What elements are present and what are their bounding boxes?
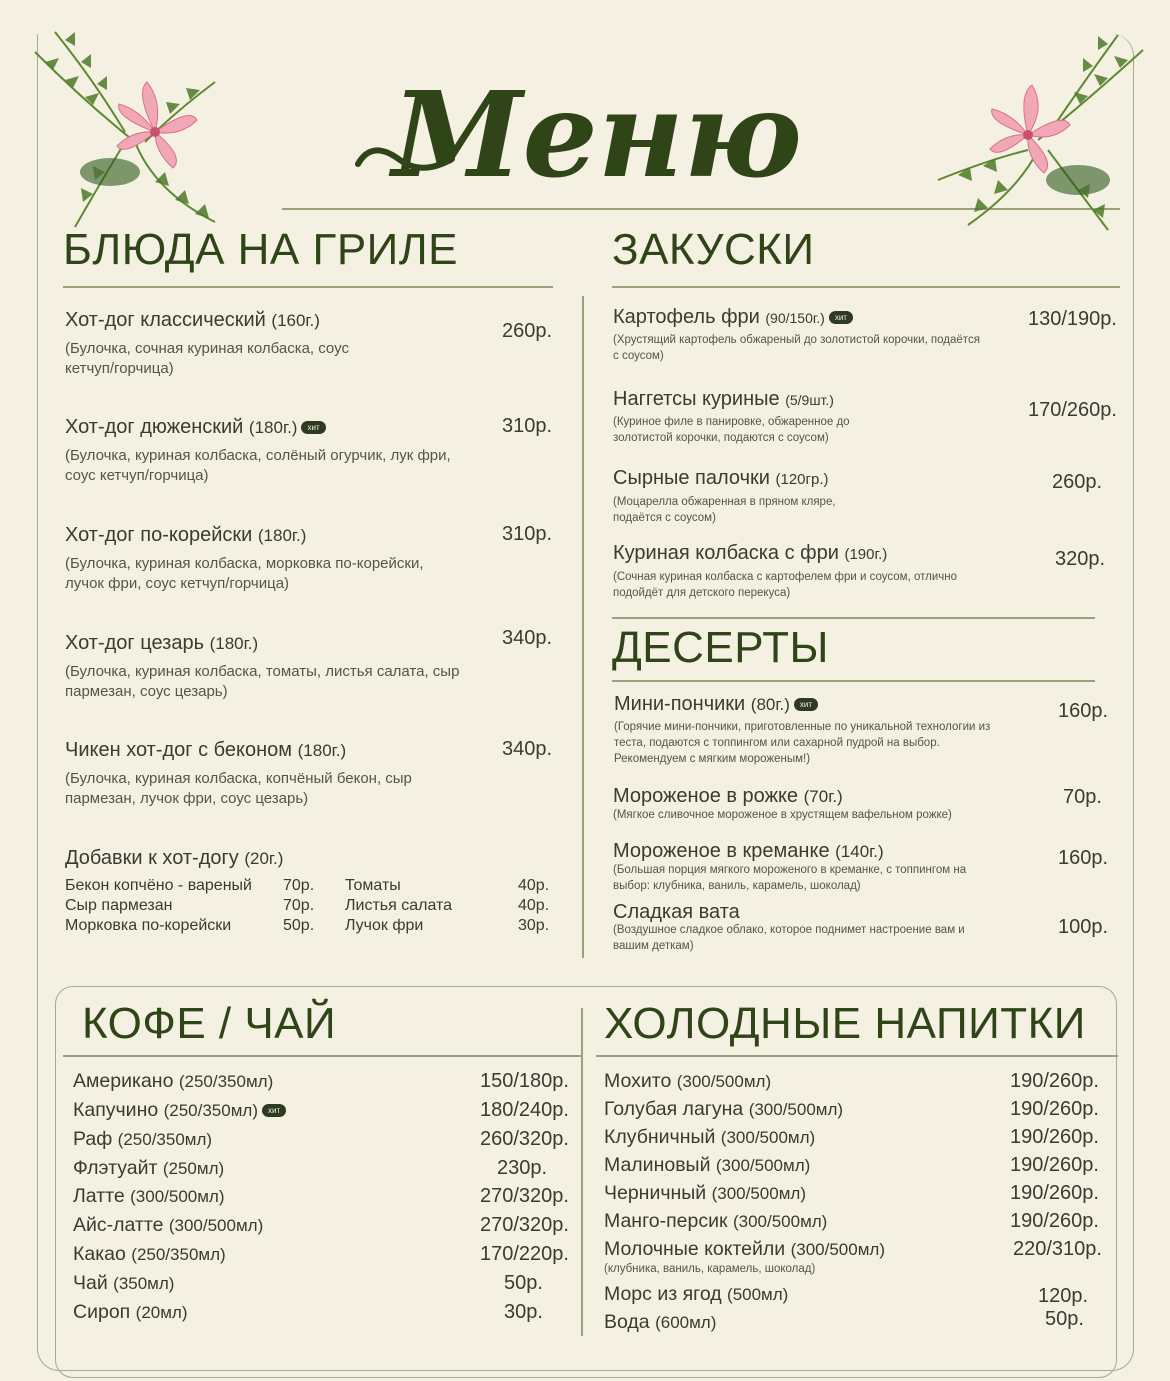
addons-size: (20г.) [244,849,284,868]
drink-price: 150/180р. [480,1070,569,1092]
drink-price: 120р. [1038,1285,1089,1307]
drink-name: Голубая лагуна (300/500мл) [604,1098,844,1120]
menu-item [613,387,993,446]
item-size: (180г.) [209,634,259,653]
drink-name: Вода (600мл) [604,1311,717,1333]
drink-price: 190/260р. [1010,1070,1099,1092]
item-desc: (Мягкое сливочное мороженое в хрустящем вафельном рожке) [613,809,952,821]
item-desc: (Большая порция мягкого мороженого в креманке, с топпингом на выбор: клубника, ваниль, карамель, шоколад) [613,864,967,892]
item-price: 160р. [1058,700,1109,722]
drink-name: Молочные коктейли (300/500мл) [604,1238,885,1260]
item-price: 320р. [1055,548,1106,570]
section-title-coffee: КОФЕ / ЧАЙ [82,999,337,1048]
desserts-title-rule [612,680,1095,682]
addon-name: Лучок фри [345,917,424,934]
drink-price: 190/260р. [1010,1182,1099,1204]
item-price: 160р. [1058,847,1109,869]
item-size: (180г.) [257,526,307,545]
hit-badge: хит [262,1104,286,1117]
item-desc: (Моцарелла обжаренная в пряном кляре, подаётся с соусом) [613,496,836,524]
item-desc: (Горячие мини-пончики, приготовленные по уникальной технологии из теста, подаются с топпингом или сахарной пудрой на выбор. Рекомендуем с мягким мороженым!) [614,721,991,765]
coffee-title-rule [63,1055,581,1057]
menu-item [613,784,1013,823]
drink-name: Латте (300/500мл) [73,1185,225,1207]
drink-price: 230р. [497,1157,548,1179]
tropical-flower-icon [928,30,1163,235]
item-name: Сладкая вата [613,901,740,923]
drink-name: Морс из ягод (500мл) [604,1283,789,1305]
drink-name: Американо (250/350мл) [73,1070,274,1092]
item-name: Чикен хот-дог с беконом [65,739,293,761]
item-size: (5/9шт.) [785,392,834,408]
item-price: 100р. [1058,916,1109,938]
addon-name: Томаты [345,877,401,894]
addons-name: Добавки к хот-догу [65,847,239,869]
menu-item [613,466,993,526]
drinks-divider [581,1008,583,1336]
drink-price: 180/240р. [480,1099,569,1121]
addon-name: Листья салата [345,897,453,914]
item-desc: (Хрустящий картофель обжареный до золотистой корочки, подаётся с соусом) [613,334,980,362]
menu-logo [352,64,802,204]
item-name: Хот-дог по-корейски [65,524,253,546]
menu-logo-text: Меню [392,65,802,204]
section-title-grill: БЛЮДА НА ГРИЛЕ [63,225,459,274]
menu-item [65,308,485,379]
item-desc: (Сочная куриная колбаска с картофелем фри и соусом, отлично подойдёт для детского перекуса) [613,571,958,599]
item-name: Хот-дог классический [65,309,266,331]
menu-item [613,541,993,601]
snacks-title-rule [612,286,1120,288]
menu-item [65,523,485,594]
menu-item [65,631,485,702]
addon-name: Бекон копчёно - вареный [65,877,252,894]
drink-name: Флэтуайт (250мл) [73,1157,225,1179]
grill-title-rule [63,286,553,288]
drink-note: (клубника, ваниль, карамель, шоколад) [604,1263,816,1275]
hit-badge: хит [829,311,853,324]
drink-price: 50р. [1045,1308,1084,1330]
drink-name: Раф (250/350мл) [73,1128,213,1150]
drink-price: 190/260р. [1010,1126,1099,1148]
drink-price: 260/320р. [480,1128,569,1150]
drink-price: 270/320р. [480,1185,569,1207]
item-size: (80г.) [750,695,790,714]
item-size: (180г.) [248,418,298,437]
item-desc: (Булочка, куриная колбаска, морковка по-корейски, лучок фри, соус кетчуп/горчица) [65,555,424,592]
menu-item [613,900,1013,954]
cold-title-rule [596,1055,1118,1057]
item-price: 260р. [502,320,553,342]
drink-name: Манго-персик (300/500мл) [604,1210,828,1232]
drink-price: 190/260р. [1010,1154,1099,1176]
item-size: (160г.) [271,311,320,330]
drink-price: 190/260р. [1010,1210,1099,1232]
item-desc: (Воздушное сладкое облако, которое поднимет настроение вам и вашим деткам) [613,924,965,952]
hit-badge: хит [301,421,325,434]
drink-name: Мохито (300/500мл) [604,1070,772,1092]
drink-name: Черничный (300/500мл) [604,1182,806,1204]
drink-name: Какао (250/350мл) [73,1243,226,1265]
item-price: 260р. [1052,471,1103,493]
drink-price: 220/310р. [1013,1238,1102,1260]
addons-title [65,846,283,871]
drink-name: Сироп (20мл) [73,1301,188,1323]
item-size: (140г.) [835,842,884,861]
tropical-flower-icon [15,22,250,232]
menu-item [65,415,485,486]
drink-price: 270/320р. [480,1214,569,1236]
menu-item [613,305,993,364]
desserts-title-top-rule [612,617,1095,619]
column-divider [582,296,584,958]
item-size: (70г.) [803,787,843,806]
hit-badge: хит [794,698,818,711]
drink-name: Чай (350мл) [73,1272,175,1294]
item-name: Мороженое в креманке [613,840,830,862]
item-size: (120гр.) [775,471,829,488]
item-price: 130/190р. [1028,308,1117,330]
item-price: 170/260р. [1028,399,1117,421]
item-size: (90/150г.) [765,310,825,326]
menu-item [613,839,1013,894]
addon-name: Сыр пармезан [65,897,173,914]
item-size: (190г.) [844,546,888,563]
drink-name: Капучино (250/350мл) хит [73,1098,286,1123]
item-name: Сырные палочки [613,467,770,489]
drink-price: 30р. [504,1301,543,1323]
menu-item [614,692,1014,767]
item-price: 70р. [1063,786,1102,808]
item-price: 340р. [502,627,553,649]
drink-name: Малиновый (300/500мл) [604,1154,811,1176]
drink-name: Айс-латте (300/500мл) [73,1214,264,1236]
item-price: 310р. [502,415,553,437]
item-name: Хот-дог дюженский [65,416,244,438]
drink-price: 50р. [504,1272,543,1294]
drink-price: 170/220р. [480,1243,569,1265]
addon-price: 50р. [283,917,315,934]
addon-name: Морковка по-корейски [65,917,232,934]
item-name: Наггетсы куриные [613,388,780,410]
addon-price: 70р. [283,897,315,914]
section-title-cold-drinks: ХОЛОДНЫЕ НАПИТКИ [604,999,1086,1048]
section-title-snacks: ЗАКУСКИ [612,225,815,274]
item-name: Хот-дог цезарь [65,632,205,654]
item-desc: (Булочка, сочная куриная колбаска, соус кетчуп/горчица) [65,340,349,377]
section-title-desserts: ДЕСЕРТЫ [612,623,829,672]
menu-item [65,738,485,809]
item-desc: (Булочка, куриная колбаска, копчёный бекон, сыр пармезан, лучок фри, соус цезарь) [65,770,412,807]
addon-price: 70р. [283,877,315,894]
item-desc: (Булочка, куриная колбаска, солёный огурчик, лук фри, соус кетчуп/горчица) [65,447,451,484]
drink-price: 190/260р. [1010,1098,1099,1120]
addon-price: 40р. [518,877,550,894]
item-size: (180г.) [297,741,347,760]
item-desc: (Куриное филе в панировке, обжаренное до золотистой корочки, подаются с соусом) [613,416,850,444]
addon-price: 40р. [518,897,550,914]
item-name: Куриная колбаска с фри [613,542,839,564]
drink-name: Клубничный (300/500мл) [604,1126,816,1148]
item-desc: (Булочка, куриная колбаска, томаты, листья салата, сыр пармезан, соус цезарь) [65,663,460,700]
item-price: 340р. [502,738,553,760]
item-price: 310р. [502,523,553,545]
item-name: Картофель фри [613,306,760,328]
addon-price: 30р. [518,917,550,934]
item-name: Мини-пончики [614,693,746,715]
item-name: Мороженое в рожке [613,785,799,807]
